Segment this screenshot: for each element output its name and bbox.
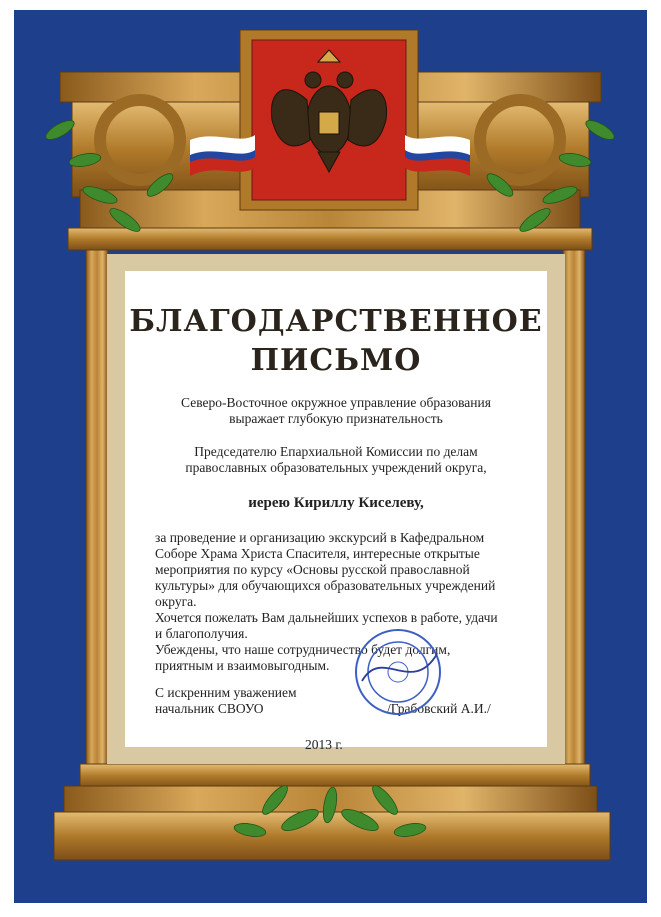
year: 2013 г. — [305, 737, 343, 752]
body-line5: округа. — [155, 594, 197, 609]
regards: С искренним уважением — [155, 685, 297, 700]
hope-line2: приятным и взаимовыгодным. — [155, 658, 330, 673]
wish-line2: и благополучия. — [155, 626, 248, 641]
addressee-line1: Председателю Епархиальной Комиссии по делам — [194, 444, 478, 459]
recipient-name: иерею Кириллу Киселеву, — [248, 495, 424, 511]
body-line3: мероприятия по курсу «Основы русской православной — [155, 562, 470, 577]
body-line2: Соборе Храма Христа Спасителя, интересные открытые — [155, 546, 480, 561]
body-line1: за проведение и организацию экскурсий в Кафедральном — [155, 530, 485, 545]
coat-of-arms — [240, 30, 418, 210]
decorative-border — [107, 254, 565, 764]
signatory: /Грабовский А.И./ — [387, 701, 491, 716]
addressee-line2: православных образовательных учреждений округа, — [185, 460, 487, 475]
org-line1: Северо-Восточное окружное управление образования — [181, 395, 491, 410]
letter-sheet — [125, 271, 547, 752]
org-line2: выражает глубокую признательность — [229, 411, 443, 426]
wish-line1: Хочется пожелать Вам дальнейших успехов в работе, удачи — [155, 610, 498, 625]
title-line2: ПИСЬМО — [250, 343, 422, 378]
round-seal-stamp — [352, 626, 444, 718]
hope-line1: Убеждены, что наше сотрудничество будет долгим, — [155, 642, 451, 657]
position: начальник СВОУО — [155, 701, 264, 716]
title-line1: БЛАГОДАРСТВЕННОЕ — [129, 304, 543, 339]
body-line4: культуры» для обучающихся образовательных учреждений — [155, 578, 496, 593]
